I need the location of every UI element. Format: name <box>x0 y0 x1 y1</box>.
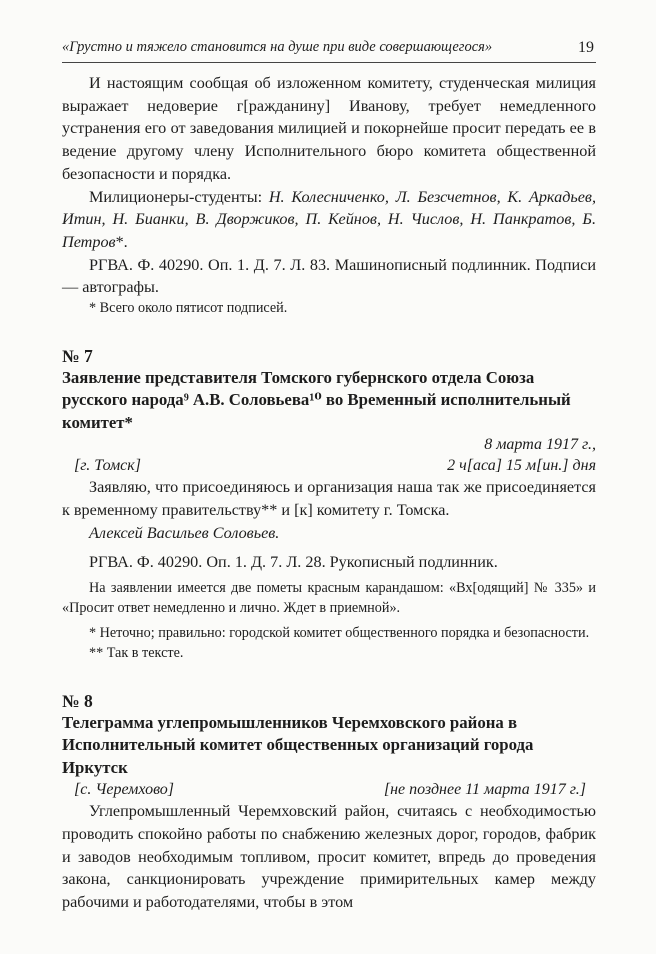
archive-source: РГВА. Ф. 40290. Оп. 1. Д. 7. Л. 83. Машинописный подлинник. Подписи — автографы. <box>62 255 596 297</box>
document-place: [с. Черемхово] <box>74 781 175 799</box>
running-header <box>62 36 596 63</box>
page-content <box>62 72 596 914</box>
document-text: Заявляю, что присоединяюсь и организация наша так же присоединяется к временному правительству** и [к] комитету г. Томска. <box>62 478 596 520</box>
place-time-line <box>62 455 596 476</box>
document-title: Телеграмма углепромышленников Черемховского района в Исполнительный комитет общественных организаций города Иркутск <box>62 712 534 777</box>
footnote: * Неточно; правильно: городской комитет общественного порядка и безопасности. <box>89 625 590 642</box>
footnote: * Всего около пятисот подписей. <box>89 300 288 317</box>
document-title: Заявление представителя Томского губернского отдела Союза русского народа⁹ А.В. Соловьева¹⁰ во Временный исполнительный комитет* <box>62 367 571 432</box>
signatures-names: Н. Колесниченко, Л. Безсчетнов, К. Аркадьев, Итин, Н. Бианки, В. Дворжиков, П. Кейнов, Н. Числов, Н. Панкратов, Б. Петров <box>62 187 597 251</box>
document-place: [г. Томск] <box>74 457 141 475</box>
archive-source: РГВА. Ф. 40290. Оп. 1. Д. 7. Л. 28. Рукописный подлинник. <box>89 552 498 571</box>
document-number: № 8 <box>62 690 93 711</box>
document-date: [не позднее 11 марта 1917 г.] <box>383 781 586 799</box>
signatures-label: Милиционеры-студенты: <box>89 187 263 206</box>
date-line <box>62 434 596 455</box>
running-title: «Грустно и тяжело становится на душе при виде совершающегося» <box>62 39 493 55</box>
document-time: 2 ч[аса] 15 м[ин.] дня <box>447 457 596 475</box>
document-number: № 7 <box>62 345 93 366</box>
page-number: 19 <box>578 39 594 56</box>
signatures <box>62 186 596 254</box>
document-date: 8 марта 1917 г., <box>484 436 596 454</box>
paragraph: И настоящим сообщая об изложенном комитету, студенческая милиция выражает недоверие г[ражданину] Иванову, требует немедленного устранения его от заведования милицией и покорнейше просит передать ее в ведение другому члену Исполнительного бюро комитета общественной безопасности и порядка. <box>62 74 596 183</box>
signatures-end: *. <box>115 232 128 251</box>
archival-remark: На заявлении имеется две пометы красным карандашом: «Вх[одящий] № 335» и «Просит ответ немедленно и лично. Ждет в приемной». <box>62 580 596 616</box>
place-date-line <box>62 779 596 800</box>
document-signature: Алексей Васильев Соловьев. <box>89 523 280 542</box>
document-text: Углепромышленный Черемховский район, считаясь с необходимостью проводить спокойно работы по снабжению железных дорог, городов, фабрик и заводов необходимым топливом, просит комитет, впредь до проведения закона, санкционировать учреждение примирительных камер между рабочими и работодателями, чтобы в этом <box>62 802 596 912</box>
footnote: ** Так в тексте. <box>89 645 184 661</box>
